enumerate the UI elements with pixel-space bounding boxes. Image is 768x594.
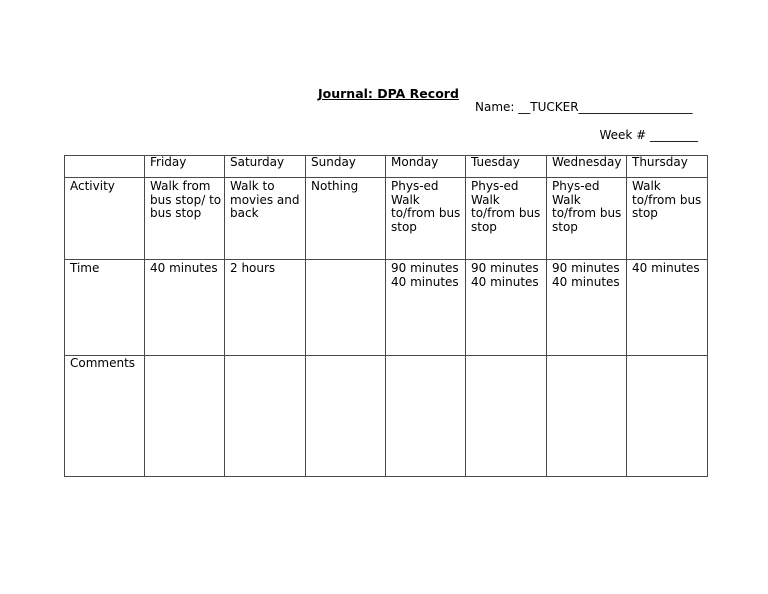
activity-cell: Walk to/from bus stop xyxy=(627,178,708,260)
day-header: Wednesday xyxy=(547,156,627,178)
activity-cell: Phys-ed Walk to/from bus stop xyxy=(466,178,547,260)
corner-cell xyxy=(65,156,145,178)
activity-cell: Walk from bus stop/ to bus stop xyxy=(145,178,225,260)
time-cell: 2 hours xyxy=(225,260,306,356)
row-label: Time xyxy=(65,260,145,356)
activity-cell: Nothing xyxy=(306,178,386,260)
activity-row xyxy=(65,178,708,260)
dpa-record-table xyxy=(64,155,708,477)
activity-cell: Walk to movies and back xyxy=(225,178,306,260)
comments-cell xyxy=(547,356,627,477)
row-label: Comments xyxy=(65,356,145,477)
row-label: Activity xyxy=(65,178,145,260)
comments-cell xyxy=(627,356,708,477)
comments-row xyxy=(65,356,708,477)
comments-cell xyxy=(145,356,225,477)
day-header: Tuesday xyxy=(466,156,547,178)
time-cell: 90 minutes 40 minutes xyxy=(386,260,466,356)
time-cell xyxy=(306,260,386,356)
day-header: Monday xyxy=(386,156,466,178)
time-cell: 90 minutes 40 minutes xyxy=(547,260,627,356)
time-cell: 90 minutes 40 minutes xyxy=(466,260,547,356)
page-title: Journal: DPA Record xyxy=(318,86,459,101)
name-field: Name: __TUCKER___________________ xyxy=(475,100,693,114)
activity-cell: Phys-ed Walk to/from bus stop xyxy=(547,178,627,260)
comments-cell xyxy=(386,356,466,477)
day-header: Thursday xyxy=(627,156,708,178)
activity-cell: Phys-ed Walk to/from bus stop xyxy=(386,178,466,260)
day-header: Friday xyxy=(145,156,225,178)
comments-cell xyxy=(306,356,386,477)
time-cell: 40 minutes xyxy=(627,260,708,356)
header-row xyxy=(65,156,708,178)
time-row xyxy=(65,260,708,356)
comments-cell xyxy=(466,356,547,477)
time-cell: 40 minutes xyxy=(145,260,225,356)
day-header: Sunday xyxy=(306,156,386,178)
week-field: Week # ________ xyxy=(599,128,698,142)
comments-cell xyxy=(225,356,306,477)
day-header: Saturday xyxy=(225,156,306,178)
